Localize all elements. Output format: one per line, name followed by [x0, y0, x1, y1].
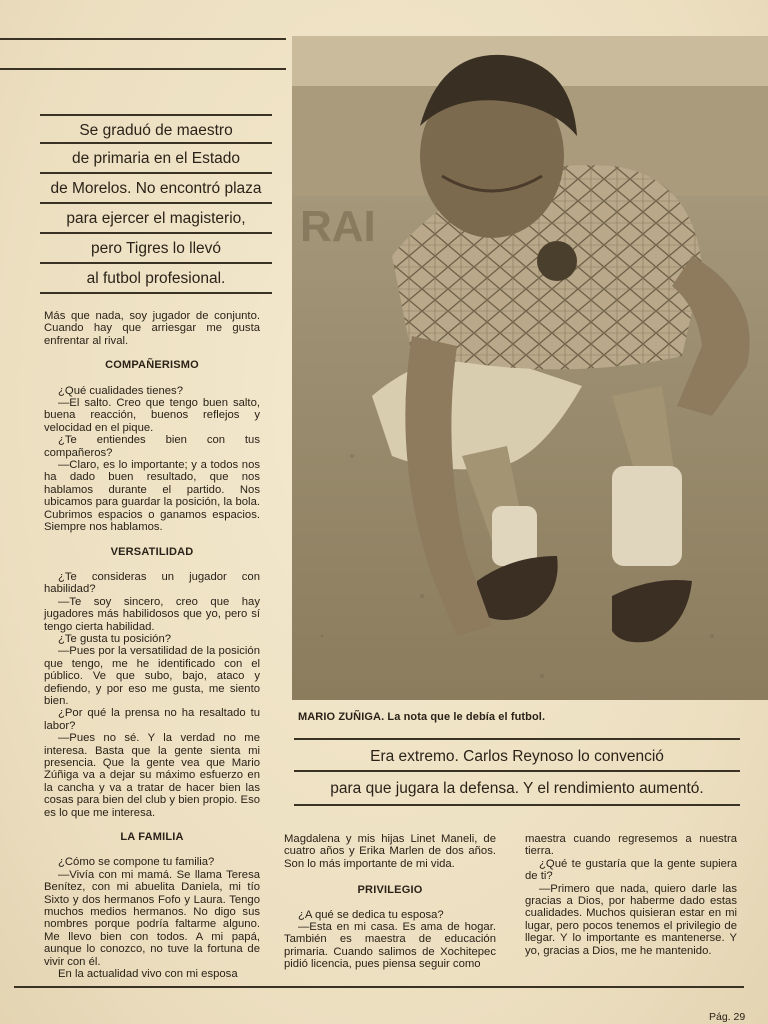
question: ¿Te entiendes bien con tus compañeros? [44, 434, 260, 459]
player-photo-illustration [292, 36, 768, 700]
question: ¿Por qué la prensa no ha resaltado tu labor? [44, 707, 260, 732]
pull-quote-line: Se graduó de maestro [40, 114, 272, 144]
answer: Magdalena y mis hijas Linet Maneli, de cuatro años y Erika Marlen de dos años. Son lo más importante de mi vida. [284, 833, 496, 870]
answer: —El salto. Creo que tengo buen salto, buena reacción, buenos reflejos y velocidad en el pique. [44, 397, 260, 434]
question: ¿Qué cualidades tienes? [58, 384, 183, 397]
answer: —Pues por la versatilidad de la posición que tengo, me he identificado con el público. Ve que subo, bajo, ataco y defiendo, y por eso me gusta, me siento bien. [44, 645, 260, 707]
answer: —Vivía con mi mamá. Se llama Teresa Benítez, con mi abuelita Daniela, mi tío Sixto y dos hermanos Fofo y Laura. Tengo muchos medios hermanos. No digo sus nombres porque podría faltarme alguno. Me llevo bien con todos. A mi papá, aunque lo conozco, no tuve la fortuna de vivir con él. [44, 868, 260, 968]
article-column-1 [44, 310, 260, 981]
page-number: Pág. 29 [709, 1011, 746, 1023]
question: ¿Qué te gustaría que la gente supiera de ti? [525, 857, 737, 883]
article-column-3 [525, 833, 737, 957]
answer: maestra cuando regresemos a nuestra tierra. [525, 833, 737, 858]
player-photo [292, 36, 768, 700]
answer: —Te soy sincero, creo que hay jugadores más habilidosos que yo, pero sí tengo cierta habilidad. [44, 595, 260, 633]
article-column-2 [284, 833, 496, 971]
answer: —Primero que nada, quiero darle las gracias a Dios, por haberme dado estas cualidades. Muchos quisieran estar en mi lugar, pero pocos tenemos el privilegio de llegar. Y lo importante es mantenerse. Y yo, gracias a Dios, me he mantenido. [525, 882, 737, 957]
pull-quote-line: pero Tigres lo llevó [40, 234, 272, 264]
answer: —Pues no sé. Y la verdad no me interesa. Basta que la gente sienta mi presencia. Que la gente vea que Mario Zúñiga va a dejar su máximo esfuerzo en la cancha y va a tratar de hacer bien las cosas para bien del club y bien propio. Eso es lo que me interesa. [44, 732, 260, 819]
section-heading-familia: LA FAMILIA [120, 831, 184, 844]
pull-quote-left [40, 114, 272, 294]
answer: —Esta en mi casa. Es ama de hogar. También es maestra de educación primaria. Cuando salimos de Xochitepec pidió licencia, pues piensa seguir como [284, 921, 496, 971]
top-rule-1 [0, 38, 286, 40]
photo-caption: MARIO ZUÑIGA. La nota que le debía el futbol. [298, 711, 546, 723]
section-heading-companerismo: COMPAÑERISMO [105, 359, 199, 372]
question: ¿Te consideras un jugador con habilidad? [44, 570, 260, 596]
pull-quote-line: Era extremo. Carlos Reynoso lo convenció [294, 738, 740, 772]
question: ¿Te gusta tu posición? [58, 632, 172, 645]
question: ¿Cómo se compone tu familia? [58, 856, 215, 869]
pull-quote-line: al futbol profesional. [40, 264, 272, 294]
bottom-rule [14, 986, 744, 988]
answer: —Claro, es lo importante; y a todos nos ha dado buen resultado, que nos hablamos durante el partido. Nos ubicamos para guardar la posición, la bola. Cubrimos espacios o ganamos espacios. Siempre nos hablamos. [44, 459, 260, 534]
pull-quote-right [294, 738, 740, 806]
section-heading-privilegio: PRIVILEGIO [357, 884, 423, 897]
section-heading-versatilidad: VERSATILIDAD [110, 545, 194, 558]
pull-quote-line: para que jugara la defensa. Y el rendimiento aumentó. [294, 772, 740, 806]
pull-quote-line: para ejercer el magisterio, [40, 204, 272, 234]
question: ¿A qué se dedica tu esposa? [298, 908, 444, 921]
background-sign-text: RAI [300, 202, 376, 251]
answer: En la actualidad vivo con mi esposa [58, 968, 238, 981]
intro-paragraph: Más que nada, soy jugador de conjunto. Cuando hay que arriesgar me gusta enfrentar al rival. [44, 310, 260, 347]
pull-quote-line: de Morelos. No encontró plaza [40, 174, 272, 204]
pull-quote-line: de primaria en el Estado [40, 144, 272, 174]
top-rule-2 [0, 68, 286, 70]
